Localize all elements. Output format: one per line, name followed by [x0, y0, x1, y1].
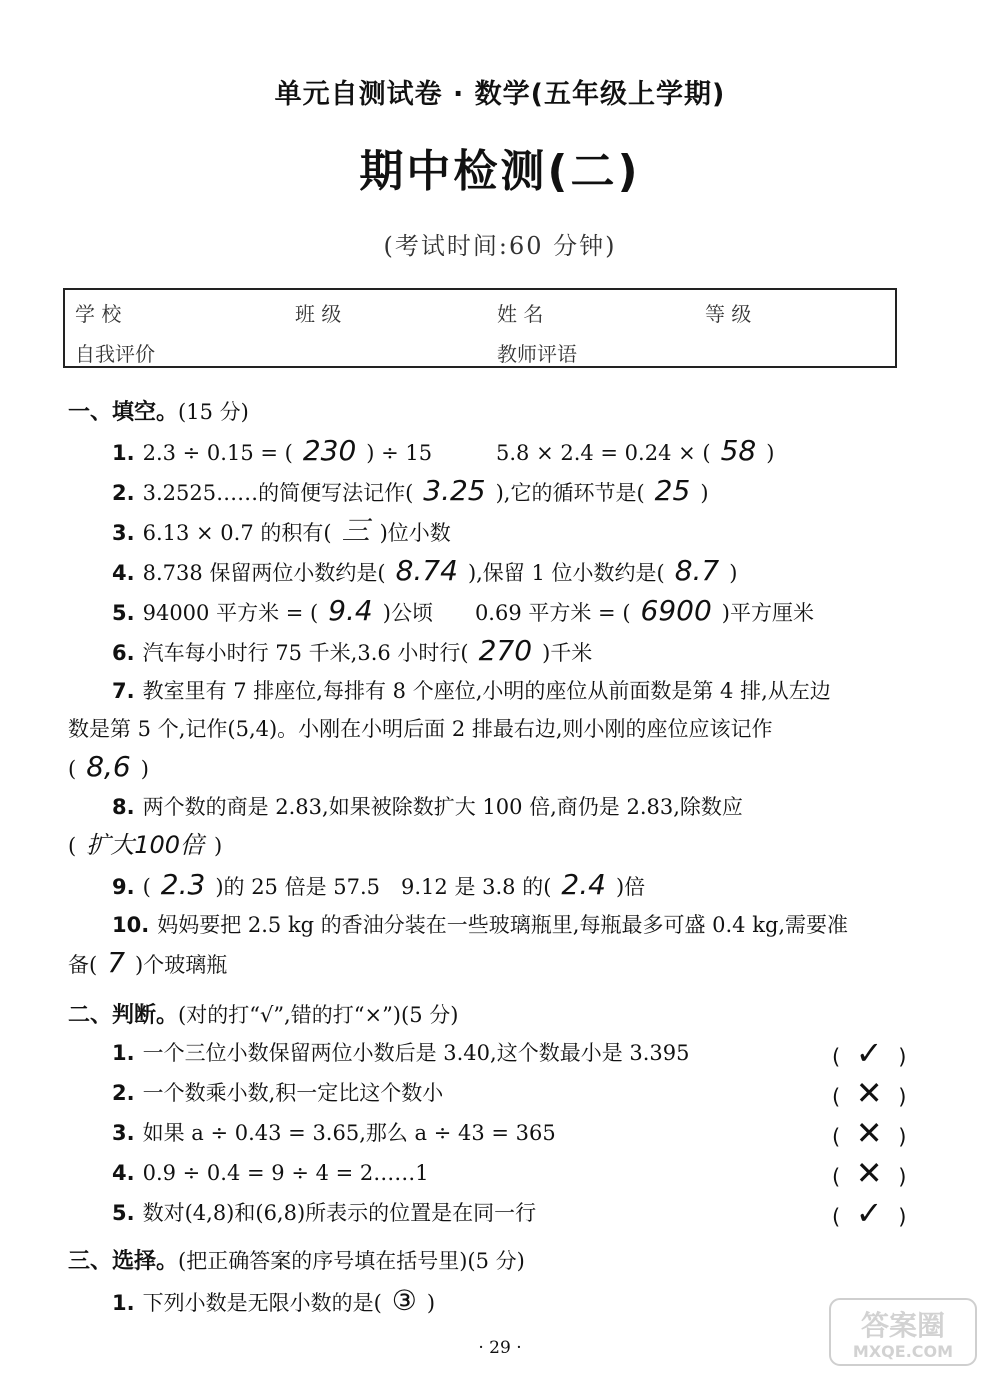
handwritten-answer: 三: [341, 514, 370, 547]
school-label: 学 校: [75, 302, 122, 326]
question-text: ): [700, 481, 709, 505]
question-text: 数对(4,8)和(6,8)所表示的位置是在同一行: [142, 1201, 537, 1225]
question-1-8-line2: [68, 830, 222, 861]
handwritten-answer: 25: [654, 474, 691, 507]
section-fill-in: [68, 395, 249, 426]
section-true-false-points: (对的打“√”,错的打“×”)(5 分): [178, 1003, 459, 1027]
question-number: 2.: [112, 1081, 135, 1105]
question-1-7-line2: [68, 714, 773, 744]
question-text: 备(: [68, 953, 98, 977]
judge-answer-box: ( ✓ ): [832, 1034, 907, 1072]
question-1-4: [112, 556, 737, 588]
section-multiple-choice-points: (把正确答案的序号填在括号里)(5 分): [178, 1249, 525, 1273]
question-text: 下列小数是无限小数的是(: [142, 1291, 382, 1315]
self-eval-label: 自我评价: [75, 342, 155, 366]
question-text: 汽车每小时行 75 千米,3.6 小时行(: [142, 641, 469, 665]
question-text: 数是第 5 个,记作(5,4)。小刚在小明后面 2 排最右边,则小刚的座位应该记作: [68, 717, 773, 741]
judge-item: [112, 1078, 443, 1108]
question-number: 2.: [112, 481, 135, 505]
question-1-3: [112, 516, 451, 548]
question-text: )平方厘米: [721, 601, 814, 625]
question-text: )个玻璃瓶: [135, 953, 228, 977]
section-fill-in-title: 一、填空。: [68, 400, 179, 425]
section-multiple-choice-title: 三、选择。: [68, 1249, 179, 1274]
watermark-text: 答案圈: [860, 1309, 946, 1342]
cross-mark-icon: ✕: [855, 1154, 883, 1192]
name-label: 姓 名: [497, 302, 544, 326]
choice-question-1: [112, 1286, 435, 1318]
info-row-top: [65, 290, 895, 330]
handwritten-answer: 6900: [640, 594, 712, 627]
judge-item: [112, 1158, 429, 1188]
judge-answer-box: ( ✕ ): [832, 1154, 907, 1192]
question-number: 3.: [112, 521, 135, 545]
judge-answer-box: ( ✓ ): [832, 1194, 907, 1232]
question-text: 5.8 × 2.4 = 0.24 × (: [496, 441, 711, 465]
class-label: 班 级: [295, 302, 342, 326]
question-text: ): [729, 561, 738, 585]
question-number: 1.: [112, 1041, 135, 1065]
handwritten-answer: 8.74: [395, 554, 458, 587]
question-number: 1.: [112, 1291, 135, 1315]
question-text: ),它的循环节是(: [495, 481, 645, 505]
handwritten-answer: 8.7: [674, 554, 720, 587]
exam-time: (考试时间:60 分钟): [383, 232, 617, 260]
handwritten-answer: 270: [478, 634, 533, 667]
question-text: ) ÷ 15: [366, 441, 433, 465]
question-number: 10.: [112, 913, 150, 937]
question-1-7: [112, 676, 831, 706]
question-text: )倍: [615, 875, 646, 899]
watermark-domain: MXQE.COM: [852, 1342, 954, 1361]
handwritten-answer: 2.3: [160, 868, 206, 901]
teacher-eval-label: 教师评语: [497, 342, 577, 366]
question-1-2: [112, 476, 709, 508]
check-mark-icon: ✓: [855, 1034, 883, 1072]
question-1-8: [112, 792, 743, 822]
question-text: (: [68, 757, 77, 781]
judge-item: [112, 1038, 690, 1068]
question-number: 8.: [112, 795, 135, 819]
judge-answer-box: ( ✕ ): [832, 1114, 907, 1152]
question-text: 6.13 × 0.7 的积有(: [142, 521, 332, 545]
question-text: ),保留 1 位小数约是(: [467, 561, 665, 585]
question-text: 一个三位小数保留两位小数后是 3.40,这个数最小是 3.395: [142, 1041, 690, 1065]
question-text: (: [68, 834, 77, 858]
question-text: 2.3 ÷ 0.15 = (: [142, 441, 293, 465]
question-text: ): [766, 441, 775, 465]
watermark-logo: [828, 1297, 978, 1367]
judge-answer-box: ( ✕ ): [832, 1074, 907, 1112]
question-text: (: [142, 875, 151, 899]
question-text: 3.2525……的简便写法记作(: [142, 481, 414, 505]
handwritten-answer: 58: [720, 434, 757, 467]
cross-mark-icon: ✕: [855, 1114, 883, 1152]
page-title: 期中检测(二): [359, 146, 641, 197]
question-1-7-line3: [68, 752, 149, 784]
question-text: ): [426, 1291, 436, 1315]
question-text: 94000 平方米 = (: [142, 601, 319, 625]
question-1-10-line2: [68, 948, 227, 980]
section-true-false: [68, 998, 458, 1029]
question-text: )公顷 0.69 平方米 = (: [382, 601, 631, 625]
question-text: 教室里有 7 排座位,每排有 8 个座位,小明的座位从前面数是第 4 排,从左边: [142, 679, 831, 703]
question-text: 如果 a ÷ 0.43 = 3.65,那么 a ÷ 43 = 365: [142, 1121, 556, 1145]
question-text: 8.738 保留两位小数约是(: [142, 561, 386, 585]
handwritten-answer: 7: [107, 946, 126, 979]
handwritten-answer: 8,6: [86, 750, 131, 783]
question-number: 5.: [112, 1201, 135, 1225]
section-fill-in-points: (15 分): [178, 400, 249, 424]
question-text: 两个数的商是 2.83,如果被除数扩大 100 倍,商仍是 2.83,除数应: [142, 795, 743, 819]
question-1-1: [112, 436, 432, 468]
question-1-10: [112, 910, 848, 940]
info-row-bottom: [65, 330, 895, 370]
handwritten-answer: 9.4: [328, 594, 373, 627]
question-1-1b: [496, 436, 774, 468]
grade-label: 等 级: [705, 302, 752, 326]
question-number: 9.: [112, 875, 135, 899]
check-mark-icon: ✓: [855, 1194, 883, 1232]
question-number: 4.: [112, 561, 135, 585]
section-true-false-title: 二、判断。: [68, 1003, 179, 1028]
handwritten-answer: 230: [302, 434, 357, 467]
handwritten-answer: ③: [391, 1284, 417, 1317]
question-text: )位小数: [379, 521, 451, 545]
student-info-box: [63, 288, 897, 368]
question-text: )的 25 倍是 57.5 9.12 是 3.8 的(: [215, 875, 552, 899]
question-text: 0.9 ÷ 0.4 = 9 ÷ 4 = 2……1: [142, 1161, 429, 1185]
question-text: )千米: [542, 641, 593, 665]
question-text: ): [140, 757, 149, 781]
cross-mark-icon: ✕: [855, 1074, 883, 1112]
judge-item: [112, 1198, 536, 1228]
handwritten-answer: 扩大100倍: [86, 831, 205, 859]
question-number: 1.: [112, 441, 135, 465]
question-text: 妈妈要把 2.5 kg 的香油分装在一些玻璃瓶里,每瓶最多可盛 0.4 kg,需要准: [157, 913, 849, 937]
question-number: 7.: [112, 679, 135, 703]
question-1-9: [112, 870, 645, 902]
question-number: 4.: [112, 1161, 135, 1185]
handwritten-answer: 3.25: [423, 474, 486, 507]
question-text: 一个数乘小数,积一定比这个数小: [142, 1081, 444, 1105]
question-1-5: [112, 596, 814, 628]
question-1-6: [112, 636, 592, 668]
question-number: 6.: [112, 641, 135, 665]
question-number: 3.: [112, 1121, 135, 1145]
series-title: 单元自测试卷 · 数学(五年级上学期): [274, 79, 726, 110]
section-multiple-choice: [68, 1244, 525, 1275]
question-number: 5.: [112, 601, 135, 625]
judge-item: [112, 1118, 556, 1148]
page-number: · 29 ·: [478, 1338, 522, 1358]
handwritten-answer: 2.4: [561, 868, 606, 901]
question-text: ): [214, 834, 223, 858]
